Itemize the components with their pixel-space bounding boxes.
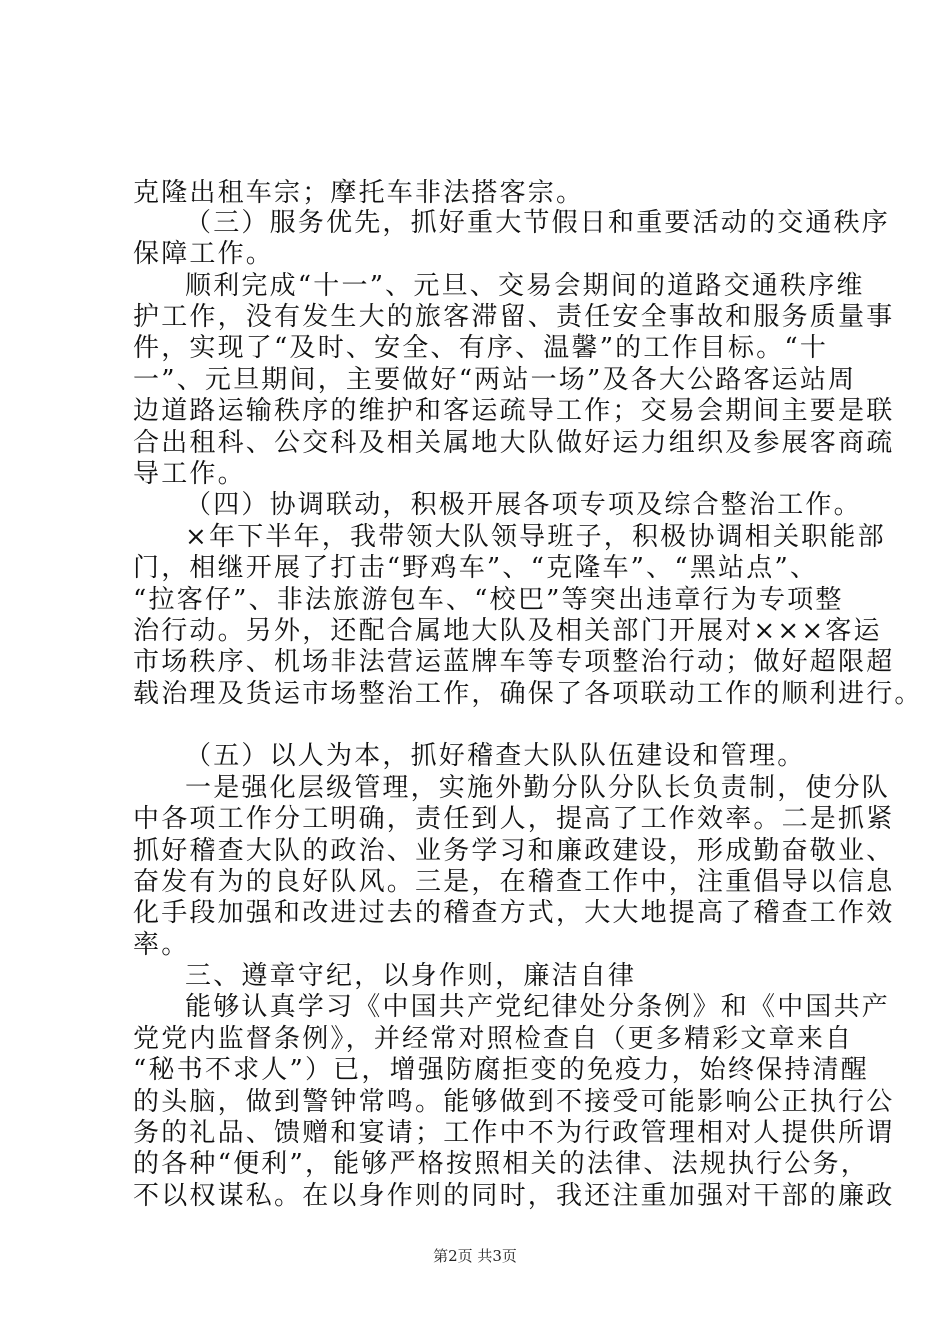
text-line: 的头脑，做到警钟常鸣。能够做到不接受可能影响公正执行公	[133, 1087, 895, 1117]
text-line: 导工作。	[133, 459, 246, 489]
page-number-footer: 第2页 共3页	[433, 1247, 517, 1265]
text-line: 务的礼品、馈赠和宴请；工作中不为行政管理相对人提供所谓	[133, 1118, 895, 1148]
text-line: 率。	[133, 930, 190, 960]
text-line: 护工作，没有发生大的旅客滞留、责任安全事故和服务质量事	[133, 302, 895, 332]
text-line: 不以权谋私。在以身作则的同时，我还注重加强对干部的廉政	[133, 1181, 895, 1211]
text-line: 克隆出租车宗；摩托车非法搭客宗。	[133, 178, 585, 208]
text-line: 一是强化层级管理，实施外勤分队分队长负责制，使分队	[185, 773, 891, 803]
text-line: 能够认真学习《中国共产党纪律处分条例》和《中国共产	[185, 992, 891, 1022]
section-heading: 三、遵章守纪，以身作则，廉洁自律	[185, 961, 637, 991]
text-line: 边道路运输秩序的维护和客运疏导工作；交易会期间主要是联	[133, 396, 895, 426]
text-line: 市场秩序、机场非法营运蓝牌车等专项整治行动；做好超限超	[133, 647, 895, 677]
text-line: “秘书不求人”）已，增强防腐拒变的免疫力，始终保持清醒	[133, 1055, 869, 1085]
text-line: 的各种“便利”，能够严格按照相关的法律、法规执行公务，	[133, 1149, 869, 1179]
section-heading: （三）服务优先，抓好重大节假日和重要活动的交通秩序	[185, 208, 891, 238]
text-line: 奋发有为的良好队风。三是，在稽查工作中，注重倡导以信息	[133, 867, 895, 897]
text-line: 党党内监督条例》，并经常对照检查自（更多精彩文章来自	[133, 1024, 854, 1054]
text-line: 中各项工作分工明确，责任到人，提高了工作效率。二是抓紧	[133, 804, 895, 834]
text-line: 载治理及货运市场整治工作，确保了各项联动工作的顺利进行。	[133, 679, 923, 709]
text-line: 抓好稽查大队的政治、业务学习和廉政建设，形成勤奋敬业、	[133, 836, 895, 866]
section-heading: （四）协调联动，积极开展各项专项及综合整治工作。	[185, 490, 862, 520]
text-line: “拉客仔”、非法旅游包车、“校巴”等突出违章行为专项整	[133, 585, 844, 615]
text-line: 保障工作。	[133, 239, 275, 269]
text-line: 合出租科、公交科及相关属地大队做好运力组织及参展客商疏	[133, 428, 895, 458]
text-line: 一”、元旦期间，主要做好“两站一场”及各大公路客运站周	[133, 365, 857, 395]
text-line: 门，相继开展了打击“野鸡车”、“克隆车”、“黑站点”、	[133, 553, 819, 583]
text-line: 件，实现了“及时、安全、有序、温馨”的工作目标。“十	[133, 333, 829, 363]
text-line: 顺利完成“十一”、元旦、交易会期间的道路交通秩序维	[185, 271, 865, 301]
text-line: 化手段加强和改进过去的稽查方式，大大地提高了稽查工作效	[133, 898, 895, 928]
text-line: 治行动。另外，还配合属地大队及相关部门开展对×××客运	[133, 616, 882, 646]
section-heading: （五）以人为本，抓好稽查大队队伍建设和管理。	[185, 741, 806, 771]
text-line: ×年下半年，我带领大队领导班子，积极协调相关职能部	[185, 522, 886, 552]
